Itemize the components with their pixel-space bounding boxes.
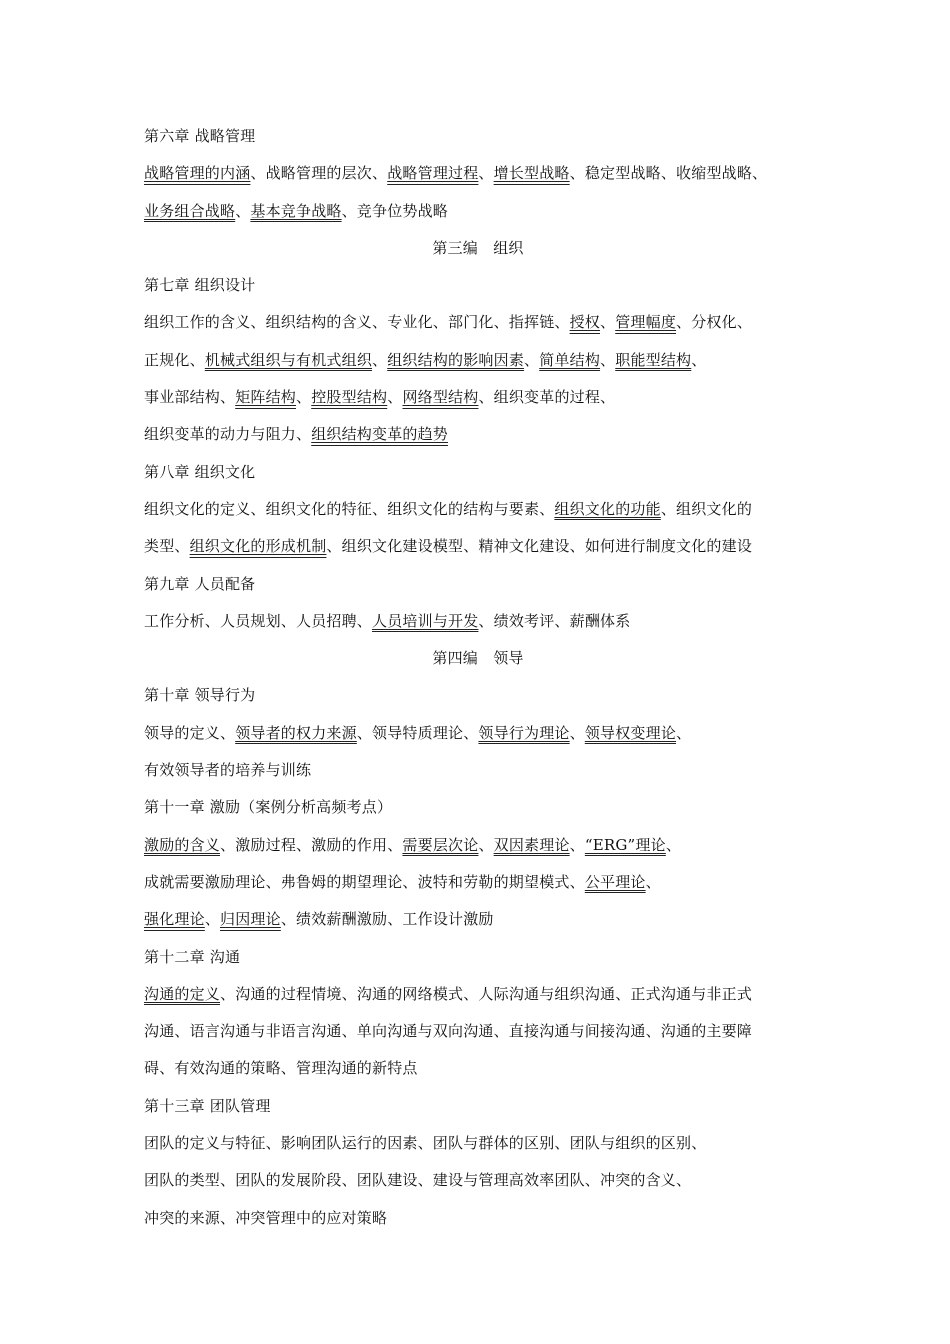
key-topic: 控股型结构 — [311, 388, 388, 407]
topic-line — [144, 901, 812, 938]
key-topic: 网络型结构 — [402, 388, 479, 407]
topic-text: 第三编 组织 — [432, 238, 524, 257]
topic-text: 组织变革的动力与阻力、 — [144, 425, 312, 444]
topic-text: 正规化、 — [144, 350, 205, 369]
chapter-heading — [144, 566, 812, 603]
topic-text: 、 — [600, 350, 616, 369]
key-topic: 简单结构 — [539, 350, 601, 369]
chapter-heading — [144, 267, 812, 304]
key-topic: 组织文化的功能 — [554, 499, 661, 518]
key-topic: 组织结构的影响因素 — [387, 350, 525, 369]
topic-text: 有效领导者的培养与训练 — [144, 761, 312, 780]
key-topic: 增长型战略 — [493, 164, 570, 183]
key-topic: 授权 — [569, 313, 601, 332]
topic-text: 、 — [569, 723, 585, 742]
topic-text: 第十三章 团队管理 — [144, 1096, 271, 1115]
topic-text: 成就需要激励理论、弗鲁姆的期望理论、波特和劳勒的期望模式、 — [144, 872, 585, 891]
key-topic: 双因素理论 — [493, 835, 570, 854]
topic-text: 第四编 领导 — [432, 649, 524, 668]
topic-text: 、稳定型战略、收缩型战略、 — [569, 164, 768, 183]
topic-line — [144, 491, 812, 528]
topic-text: 碍、有效沟通的策略、管理沟通的新特点 — [144, 1059, 418, 1078]
topic-text: 、 — [478, 164, 494, 183]
key-topic: 沟通的定义 — [144, 984, 221, 1003]
topic-text: 事业部结构、 — [144, 388, 236, 407]
key-topic: 归因理论 — [220, 910, 281, 929]
topic-text: 第八章 组织文化 — [144, 462, 256, 481]
topic-text: 、 — [665, 835, 682, 854]
topic-line — [144, 342, 812, 379]
topic-text: 领导的定义、 — [144, 723, 236, 742]
chapter-heading — [144, 939, 812, 976]
key-topic: “ERG”理论 — [584, 835, 666, 854]
topic-line — [144, 304, 812, 341]
topic-text: 组织文化的定义、组织文化的特征、组织文化的结构与要素、 — [144, 499, 555, 518]
topic-line — [144, 715, 812, 752]
topic-text: 沟通、语言沟通与非语言沟通、单向沟通与双向沟通、直接沟通与间接沟通、沟通的主要障 — [144, 1022, 753, 1041]
key-topic: 人员培训与开发 — [372, 611, 479, 630]
part-heading — [144, 640, 812, 677]
topic-text: 类型、 — [144, 537, 190, 556]
topic-text: 第七章 组织设计 — [144, 276, 256, 295]
chapter-heading — [144, 454, 812, 491]
topic-line — [144, 1013, 812, 1050]
topic-text: 、激励过程、激励的作用、 — [220, 835, 403, 854]
topic-line — [144, 155, 812, 192]
topic-line — [144, 752, 812, 789]
topic-line — [144, 193, 812, 230]
topic-text: 、 — [524, 350, 540, 369]
topic-text: 、组织文化建设模型、精神文化建设、如何进行制度文化的建设 — [326, 537, 753, 556]
key-topic: 公平理论 — [584, 872, 646, 891]
topic-text: 、 — [387, 388, 403, 407]
topic-line — [144, 976, 812, 1013]
topic-text: 、领导特质理论、 — [356, 723, 479, 742]
key-topic: 管理幅度 — [615, 313, 677, 332]
topic-text: 、分权化、 — [676, 313, 753, 332]
topic-text: 第六章 战略管理 — [144, 127, 256, 145]
key-topic: 激励的含义 — [144, 835, 221, 854]
key-topic: 基本竞争战略 — [250, 201, 342, 220]
topic-text: 组织工作的含义、组织结构的含义、专业化、部门化、指挥链、 — [144, 313, 570, 332]
chapter-heading — [144, 789, 812, 826]
topic-text: 、 — [235, 201, 251, 220]
topic-text: 、组织变革的过程、 — [478, 388, 616, 407]
topic-line — [144, 528, 812, 565]
key-topic: 职能型结构 — [615, 350, 692, 369]
topic-text: 、 — [645, 872, 661, 891]
key-topic: 战略管理的内涵 — [144, 164, 251, 183]
topic-line — [144, 379, 812, 416]
document-page — [144, 118, 812, 1237]
topic-line — [144, 1200, 812, 1237]
topic-text: 、绩效薪酬激励、工作设计激励 — [280, 910, 494, 929]
key-topic: 组织结构变革的趋势 — [311, 425, 449, 444]
topic-line — [144, 1125, 812, 1162]
topic-text: 、 — [569, 835, 585, 854]
topic-text: 、 — [600, 313, 616, 332]
topic-line — [144, 864, 812, 901]
topic-line — [144, 1162, 812, 1199]
key-topic: 需要层次论 — [402, 835, 479, 854]
key-topic: 强化理论 — [144, 910, 205, 929]
topic-line — [144, 1050, 812, 1087]
topic-text: 团队的定义与特征、影响团队运行的因素、团队与群体的区别、团队与组织的区别、 — [144, 1134, 707, 1153]
topic-text: 、 — [676, 723, 692, 742]
key-topic: 组织文化的形成机制 — [189, 537, 327, 556]
key-topic: 领导者的权力来源 — [235, 723, 357, 742]
chapter-heading — [144, 677, 812, 714]
topic-text: 、 — [478, 835, 494, 854]
chapter-heading — [144, 118, 812, 155]
key-topic: 战略管理过程 — [387, 164, 479, 183]
part-heading — [144, 230, 812, 267]
topic-line — [144, 827, 812, 864]
topic-text: 、 — [372, 350, 388, 369]
key-topic: 领导行为理论 — [478, 723, 570, 742]
topic-text: 、 — [691, 350, 707, 369]
topic-text: 第十一章 激励（案例分析高频考点） — [144, 798, 393, 817]
topic-text: 、 — [204, 910, 221, 929]
topic-text: 冲突的来源、冲突管理中的应对策略 — [144, 1208, 388, 1227]
topic-line — [144, 603, 812, 640]
chapter-heading — [144, 1088, 812, 1125]
topic-text: 工作分析、人员规划、人员招聘、 — [144, 611, 373, 630]
topic-text: 团队的类型、团队的发展阶段、团队建设、建设与管理高效率团队、冲突的含义、 — [144, 1171, 692, 1190]
topic-text: 第九章 人员配备 — [144, 574, 256, 593]
topic-text: 第十章 领导行为 — [144, 686, 256, 705]
topic-text: 、组织文化的 — [660, 499, 753, 518]
topic-text: 、竞争位势战略 — [341, 201, 449, 220]
topic-text: 、沟通的过程情境、沟通的网络模式、人际沟通与组织沟通、正式沟通与非正式 — [220, 984, 753, 1003]
key-topic: 矩阵结构 — [235, 388, 297, 407]
topic-text: 、绩效考评、薪酬体系 — [478, 611, 631, 630]
key-topic: 机械式组织与有机式组织 — [204, 350, 373, 369]
topic-text: 、战略管理的层次、 — [250, 164, 388, 183]
topic-text: 、 — [296, 388, 312, 407]
key-topic: 领导权变理论 — [584, 723, 677, 742]
topic-line — [144, 416, 812, 453]
key-topic: 业务组合战略 — [144, 201, 236, 220]
topic-text: 第十二章 沟通 — [144, 947, 241, 966]
